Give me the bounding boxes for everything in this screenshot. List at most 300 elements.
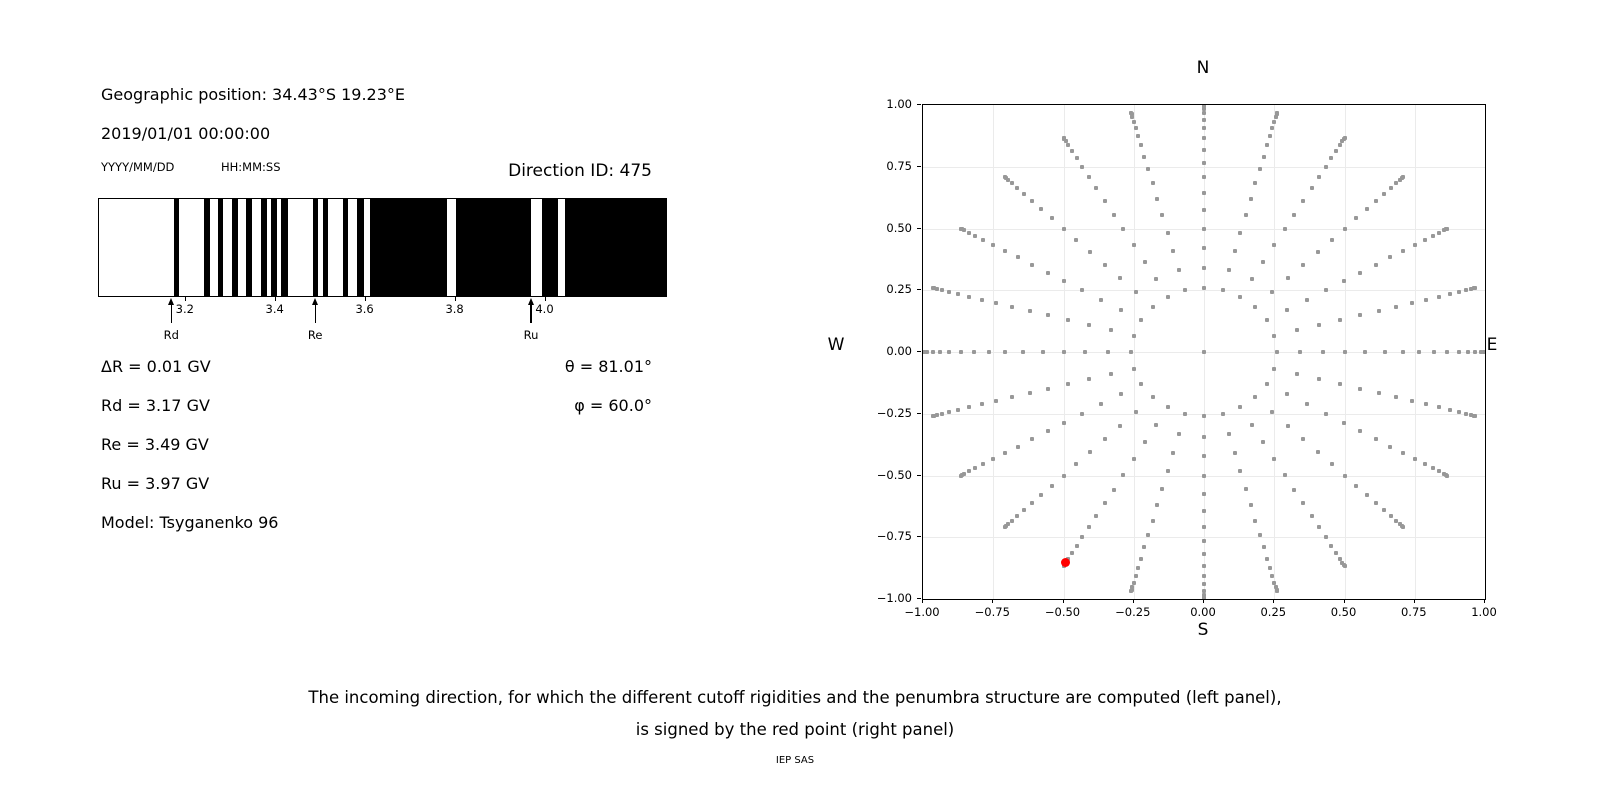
penumbra-band — [232, 199, 238, 296]
x-tick-label: −1.00 — [904, 605, 940, 619]
direction-dot — [1330, 462, 1334, 466]
direction-dot — [1250, 277, 1254, 281]
x-tick-mark — [1344, 599, 1345, 603]
direction-dot — [1394, 305, 1398, 309]
direction-dot — [1142, 155, 1146, 159]
direction-dot — [1329, 544, 1333, 548]
direction-dot — [1087, 525, 1091, 529]
direction-dot — [1244, 213, 1248, 217]
direction-id-label: Direction ID: 475 — [508, 161, 652, 181]
penumbra-band — [246, 199, 252, 296]
compass-west-label: W — [827, 335, 845, 355]
direction-dot — [967, 295, 971, 299]
direction-dot — [1132, 457, 1136, 461]
direction-dot — [1129, 111, 1133, 115]
direction-dot — [1066, 557, 1070, 561]
direction-dot — [1202, 414, 1206, 418]
direction-dot — [1074, 462, 1078, 466]
direction-dot — [1233, 451, 1237, 455]
direction-dot — [1134, 290, 1138, 294]
direction-dot — [1136, 566, 1140, 570]
marker-label: Ru — [523, 328, 539, 342]
direction-dot — [1103, 501, 1107, 505]
x-tick-mark — [185, 297, 186, 301]
direction-dot — [1030, 437, 1034, 441]
direction-dot — [935, 287, 939, 291]
direction-dot — [1324, 535, 1328, 539]
y-tick-mark — [917, 351, 921, 352]
direction-dot — [1103, 437, 1107, 441]
direction-dot — [1146, 167, 1150, 171]
direction-dot — [1394, 395, 1398, 399]
y-tick-label: 0.50 — [886, 220, 912, 235]
direction-dot — [1374, 199, 1378, 203]
direction-dot — [1202, 208, 1206, 212]
direction-dot — [1202, 589, 1206, 593]
direction-dot — [1046, 387, 1050, 391]
direction-dot — [973, 234, 977, 238]
footer-credit: IEP SAS — [775, 755, 815, 766]
direction-dot — [1003, 525, 1007, 529]
direction-dot — [1423, 238, 1427, 242]
direction-dot — [959, 474, 963, 478]
direction-dot — [1270, 126, 1274, 130]
direction-dot — [1444, 473, 1448, 477]
direction-dot — [1046, 271, 1050, 275]
direction-dot — [1258, 167, 1262, 171]
direction-dot — [1130, 588, 1134, 592]
direction-dot — [1202, 597, 1206, 600]
direction-dot — [1183, 412, 1187, 416]
direction-dot — [1424, 298, 1428, 302]
direction-dot — [1202, 266, 1206, 270]
direction-dot — [1112, 213, 1116, 217]
y-tick-label: 0.25 — [886, 282, 912, 297]
direction-dot — [1363, 350, 1367, 354]
direction-dot — [1382, 192, 1386, 196]
direction-dot — [1253, 519, 1257, 523]
direction-dot — [1015, 514, 1019, 518]
direction-dot — [1258, 533, 1262, 537]
direction-dot — [1046, 313, 1050, 317]
direction-dot — [1202, 525, 1206, 529]
direction-dot — [972, 350, 976, 354]
x-tick-mark — [1414, 599, 1415, 603]
direction-dot — [1132, 334, 1136, 338]
direction-dot — [973, 466, 977, 470]
direction-dot — [1006, 178, 1010, 182]
direction-dot — [1238, 405, 1242, 409]
direction-dot — [1469, 413, 1473, 417]
direction-dot — [1233, 249, 1237, 253]
direction-dot — [1227, 268, 1231, 272]
direction-dot — [1022, 192, 1026, 196]
y-tick-label: 0.00 — [886, 344, 912, 358]
marker-arrow-shaft — [315, 303, 316, 323]
direction-dot — [1342, 563, 1346, 567]
direction-dot — [1139, 143, 1143, 147]
direction-dot — [987, 350, 991, 354]
direction-dot — [1374, 437, 1378, 441]
direction-dot — [1401, 249, 1405, 253]
direction-dot — [947, 410, 951, 414]
direction-dot — [1202, 111, 1206, 115]
penumbra-band — [323, 199, 328, 296]
direction-dot — [1343, 350, 1347, 354]
direction-dot — [1227, 432, 1231, 436]
geographic-position-label: Geographic position: 34.43°S 19.23°E — [101, 85, 406, 104]
x-tick-mark — [365, 297, 366, 301]
grid-line-horizontal — [923, 229, 1485, 230]
grid-line-horizontal — [923, 352, 1485, 353]
direction-dot — [1365, 207, 1369, 211]
direction-dot — [1221, 288, 1225, 292]
direction-dot — [1317, 175, 1321, 179]
direction-dot — [1139, 557, 1143, 561]
direction-dot — [1004, 176, 1008, 180]
grid-line-vertical — [1345, 105, 1346, 599]
direction-dot — [1388, 255, 1392, 259]
direction-dot — [1445, 474, 1449, 478]
direction-dot — [967, 469, 971, 473]
y-tick-label: 1.00 — [886, 97, 912, 111]
x-tick-mark — [922, 599, 923, 603]
direction-dot — [1358, 429, 1362, 433]
direction-dot — [1324, 288, 1328, 292]
direction-dot — [1469, 287, 1473, 291]
grid-line-vertical — [1064, 105, 1065, 599]
direction-dot — [1202, 227, 1206, 231]
x-tick-mark — [992, 599, 993, 603]
direction-dot — [1338, 382, 1342, 386]
direction-dot — [1448, 292, 1452, 296]
direction-dot — [1270, 290, 1274, 294]
direction-dot — [1099, 298, 1103, 302]
direction-dot — [938, 350, 942, 354]
direction-dot — [1075, 156, 1079, 160]
penumbra-band — [261, 199, 267, 296]
direction-dot — [991, 243, 995, 247]
direction-dot — [1066, 318, 1070, 322]
y-tick-mark — [917, 289, 921, 290]
direction-dot — [1295, 328, 1299, 332]
direction-dot — [940, 412, 944, 416]
direction-dot — [1030, 263, 1034, 267]
x-tick-mark — [1063, 599, 1064, 603]
direction-dot — [1317, 377, 1321, 381]
direction-dot — [1292, 213, 1296, 217]
direction-dot — [1132, 120, 1136, 124]
y-tick-mark — [917, 536, 921, 537]
x-tick-label: 3.6 — [355, 302, 374, 316]
direction-dot — [1003, 350, 1007, 354]
direction-dot — [1062, 279, 1066, 283]
direction-dot — [980, 298, 984, 302]
direction-dot — [1442, 472, 1446, 476]
y-tick-label: −0.25 — [876, 405, 912, 420]
direction-dot — [994, 301, 998, 305]
direction-dot — [1317, 323, 1321, 327]
direction-dot — [1298, 350, 1302, 354]
direction-dot — [932, 414, 936, 418]
direction-dot — [1445, 227, 1449, 231]
direction-dot — [1003, 175, 1007, 179]
direction-dot — [1401, 451, 1405, 455]
direction-dot — [1410, 301, 1414, 305]
direction-dot — [1473, 414, 1477, 418]
direction-dot — [1171, 249, 1175, 253]
direction-dot — [1374, 501, 1378, 505]
direction-dot — [1285, 392, 1289, 396]
direction-dot — [1413, 243, 1417, 247]
direction-dot — [1134, 410, 1138, 414]
penumbra-band — [271, 199, 277, 296]
direction-dot — [1155, 503, 1159, 507]
direction-dot — [1132, 243, 1136, 247]
direction-dot — [980, 402, 984, 406]
direction-dot — [1238, 469, 1242, 473]
marker-label: Rd — [163, 328, 179, 342]
direction-dot — [1202, 107, 1206, 111]
penumbra-band — [281, 199, 288, 296]
direction-dot — [1088, 450, 1092, 454]
direction-dot — [1155, 197, 1159, 201]
direction-dot — [1265, 143, 1269, 147]
direction-dot — [1272, 457, 1276, 461]
direction-dot — [1202, 582, 1206, 586]
direction-dot — [1202, 492, 1206, 496]
direction-dot — [1010, 519, 1014, 523]
direction-dot — [1064, 139, 1068, 143]
direction-dot — [1310, 186, 1314, 190]
direction-dot — [1109, 372, 1113, 376]
direction-dot — [1389, 186, 1393, 190]
direction-dot — [956, 292, 960, 296]
direction-dot — [1050, 484, 1054, 488]
direction-dot — [1437, 405, 1441, 409]
stat-theta: θ = 81.01° — [564, 357, 652, 376]
direction-dot — [960, 227, 964, 231]
direction-dot — [1139, 382, 1143, 386]
direction-dot — [1343, 564, 1347, 568]
direction-dot — [1160, 487, 1164, 491]
direction-dot — [1166, 469, 1170, 473]
direction-dot — [1295, 372, 1299, 376]
direction-dot — [1046, 429, 1050, 433]
x-tick-mark — [1273, 599, 1274, 603]
direction-dot — [1262, 545, 1266, 549]
direction-dot — [1094, 514, 1098, 518]
direction-dot — [1132, 367, 1136, 371]
direction-dot — [1431, 466, 1435, 470]
direction-dot — [1272, 120, 1276, 124]
marker-arrow-shaft — [530, 303, 531, 323]
penumbra-band — [357, 199, 364, 296]
direction-dot — [1389, 514, 1393, 518]
direction-dot — [1064, 561, 1068, 565]
direction-dot — [1142, 545, 1146, 549]
direction-dot — [1301, 501, 1305, 505]
date-format-label: YYYY/MM/DD — [101, 160, 175, 174]
direction-dot — [1080, 165, 1084, 169]
direction-dot — [962, 228, 966, 232]
direction-dot — [1238, 231, 1242, 235]
scatter-plot-area — [922, 104, 1486, 600]
x-tick-label: 0.25 — [1260, 605, 1287, 619]
direction-dot — [1301, 199, 1305, 203]
direction-dot — [1374, 263, 1378, 267]
direction-dot — [1382, 508, 1386, 512]
direction-dot — [1343, 227, 1347, 231]
direction-dot — [1272, 581, 1276, 585]
penumbra-band — [565, 199, 666, 296]
direction-dot — [1464, 412, 1468, 416]
stat-ru: Ru = 3.97 GV — [101, 474, 210, 493]
direction-dot — [1062, 421, 1066, 425]
direction-dot — [1473, 350, 1477, 354]
direction-dot — [1202, 246, 1206, 250]
direction-dot — [1066, 382, 1070, 386]
figure-caption-line1: The incoming direction, for which the different cutoff rigidities and the penumbra structure are computed (left panel), — [308, 688, 1282, 707]
direction-dot — [1272, 367, 1276, 371]
direction-dot — [1010, 395, 1014, 399]
direction-dot — [1146, 533, 1150, 537]
direction-dot — [1437, 469, 1441, 473]
x-tick-label: −0.50 — [1044, 605, 1081, 619]
direction-dot — [1238, 295, 1242, 299]
direction-dot — [1202, 286, 1206, 290]
direction-dot — [1324, 165, 1328, 169]
direction-dot — [1016, 445, 1020, 449]
direction-dot — [1087, 175, 1091, 179]
direction-dot — [1062, 136, 1066, 140]
grid-line-horizontal — [923, 414, 1485, 415]
grid-line-horizontal — [923, 290, 1485, 291]
direction-dot — [1292, 488, 1296, 492]
direction-dot — [959, 227, 963, 231]
direction-dot — [1010, 181, 1014, 185]
time-format-label: HH:MM:SS — [221, 160, 281, 174]
direction-dot — [1062, 564, 1066, 568]
direction-dot — [1244, 487, 1248, 491]
stat-re: Re = 3.49 GV — [101, 435, 209, 454]
direction-dot — [1464, 288, 1468, 292]
direction-dot — [1398, 522, 1402, 526]
penumbra-barcode-chart — [98, 198, 665, 368]
penumbra-band — [313, 199, 318, 296]
y-tick-mark — [917, 228, 921, 229]
x-tick-mark — [455, 297, 456, 301]
direction-dot — [1080, 412, 1084, 416]
direction-dot — [1285, 308, 1289, 312]
direction-dot — [1074, 238, 1078, 242]
direction-dot — [1268, 134, 1272, 138]
direction-dot — [1028, 391, 1032, 395]
direction-dot — [1261, 440, 1265, 444]
grid-line-vertical — [993, 105, 994, 599]
direction-dot — [1087, 323, 1091, 327]
direction-dot — [1083, 350, 1087, 354]
direction-dot — [931, 286, 935, 290]
stat-delta-r: ΔR = 0.01 GV — [101, 357, 211, 376]
direction-dot — [1275, 112, 1279, 116]
direction-dot — [1062, 350, 1066, 354]
direction-dot — [1039, 493, 1043, 497]
direction-dot — [1444, 227, 1448, 231]
penumbra-plot-area — [98, 198, 667, 297]
direction-dot — [1394, 519, 1398, 523]
direction-dot — [931, 414, 935, 418]
penumbra-band — [370, 199, 447, 296]
direction-dot — [1094, 186, 1098, 190]
direction-dot — [1437, 231, 1441, 235]
direction-dot — [1119, 392, 1123, 396]
direction-dot — [1250, 423, 1254, 427]
direction-dot — [1088, 250, 1092, 254]
direction-dot — [1166, 405, 1170, 409]
direction-dot — [1358, 313, 1362, 317]
direction-dot — [1253, 395, 1257, 399]
direction-dot — [1106, 350, 1110, 354]
direction-dot — [1305, 402, 1309, 406]
direction-dot — [1151, 305, 1155, 309]
direction-dot — [967, 231, 971, 235]
direction-dot — [1343, 474, 1347, 478]
direction-dot — [1202, 539, 1206, 543]
direction-dot — [1321, 350, 1325, 354]
direction-dot — [981, 462, 985, 466]
direction-dot — [994, 399, 998, 403]
direction-dot — [1275, 588, 1279, 592]
direction-dot — [1329, 156, 1333, 160]
direction-dot — [1324, 412, 1328, 416]
direction-dot — [1177, 432, 1181, 436]
x-tick-label: −0.75 — [974, 605, 1010, 619]
direction-dot — [935, 413, 939, 417]
direction-dot — [1202, 104, 1206, 108]
direction-dot — [1202, 593, 1206, 597]
direction-dot — [931, 350, 935, 354]
grid-line-horizontal — [923, 537, 1485, 538]
direction-dot — [1062, 474, 1066, 478]
direction-dot — [959, 350, 963, 354]
direction-dot — [1202, 104, 1206, 107]
direction-dot — [1398, 178, 1402, 182]
direction-dot — [1070, 149, 1074, 153]
direction-dot — [947, 290, 951, 294]
penumbra-band — [218, 199, 224, 296]
direction-dot — [1154, 277, 1158, 281]
x-tick-label: −0.25 — [1115, 605, 1151, 619]
direction-dot — [1151, 519, 1155, 523]
direction-dot — [960, 473, 964, 477]
direction-dot — [1154, 423, 1158, 427]
y-tick-mark — [917, 475, 921, 476]
direction-dot — [1377, 391, 1381, 395]
direction-dot — [1265, 382, 1269, 386]
grid-line-vertical — [1204, 105, 1205, 599]
direction-dot — [1431, 234, 1435, 238]
direction-dot — [1301, 263, 1305, 267]
grid-line-horizontal — [923, 476, 1485, 477]
direction-dot — [1143, 260, 1147, 264]
direction-dot — [1039, 207, 1043, 211]
penumbra-band — [542, 199, 558, 296]
direction-dot — [1283, 227, 1287, 231]
direction-dot — [1030, 199, 1034, 203]
x-tick-mark — [275, 297, 276, 301]
direction-dot — [1401, 525, 1405, 529]
